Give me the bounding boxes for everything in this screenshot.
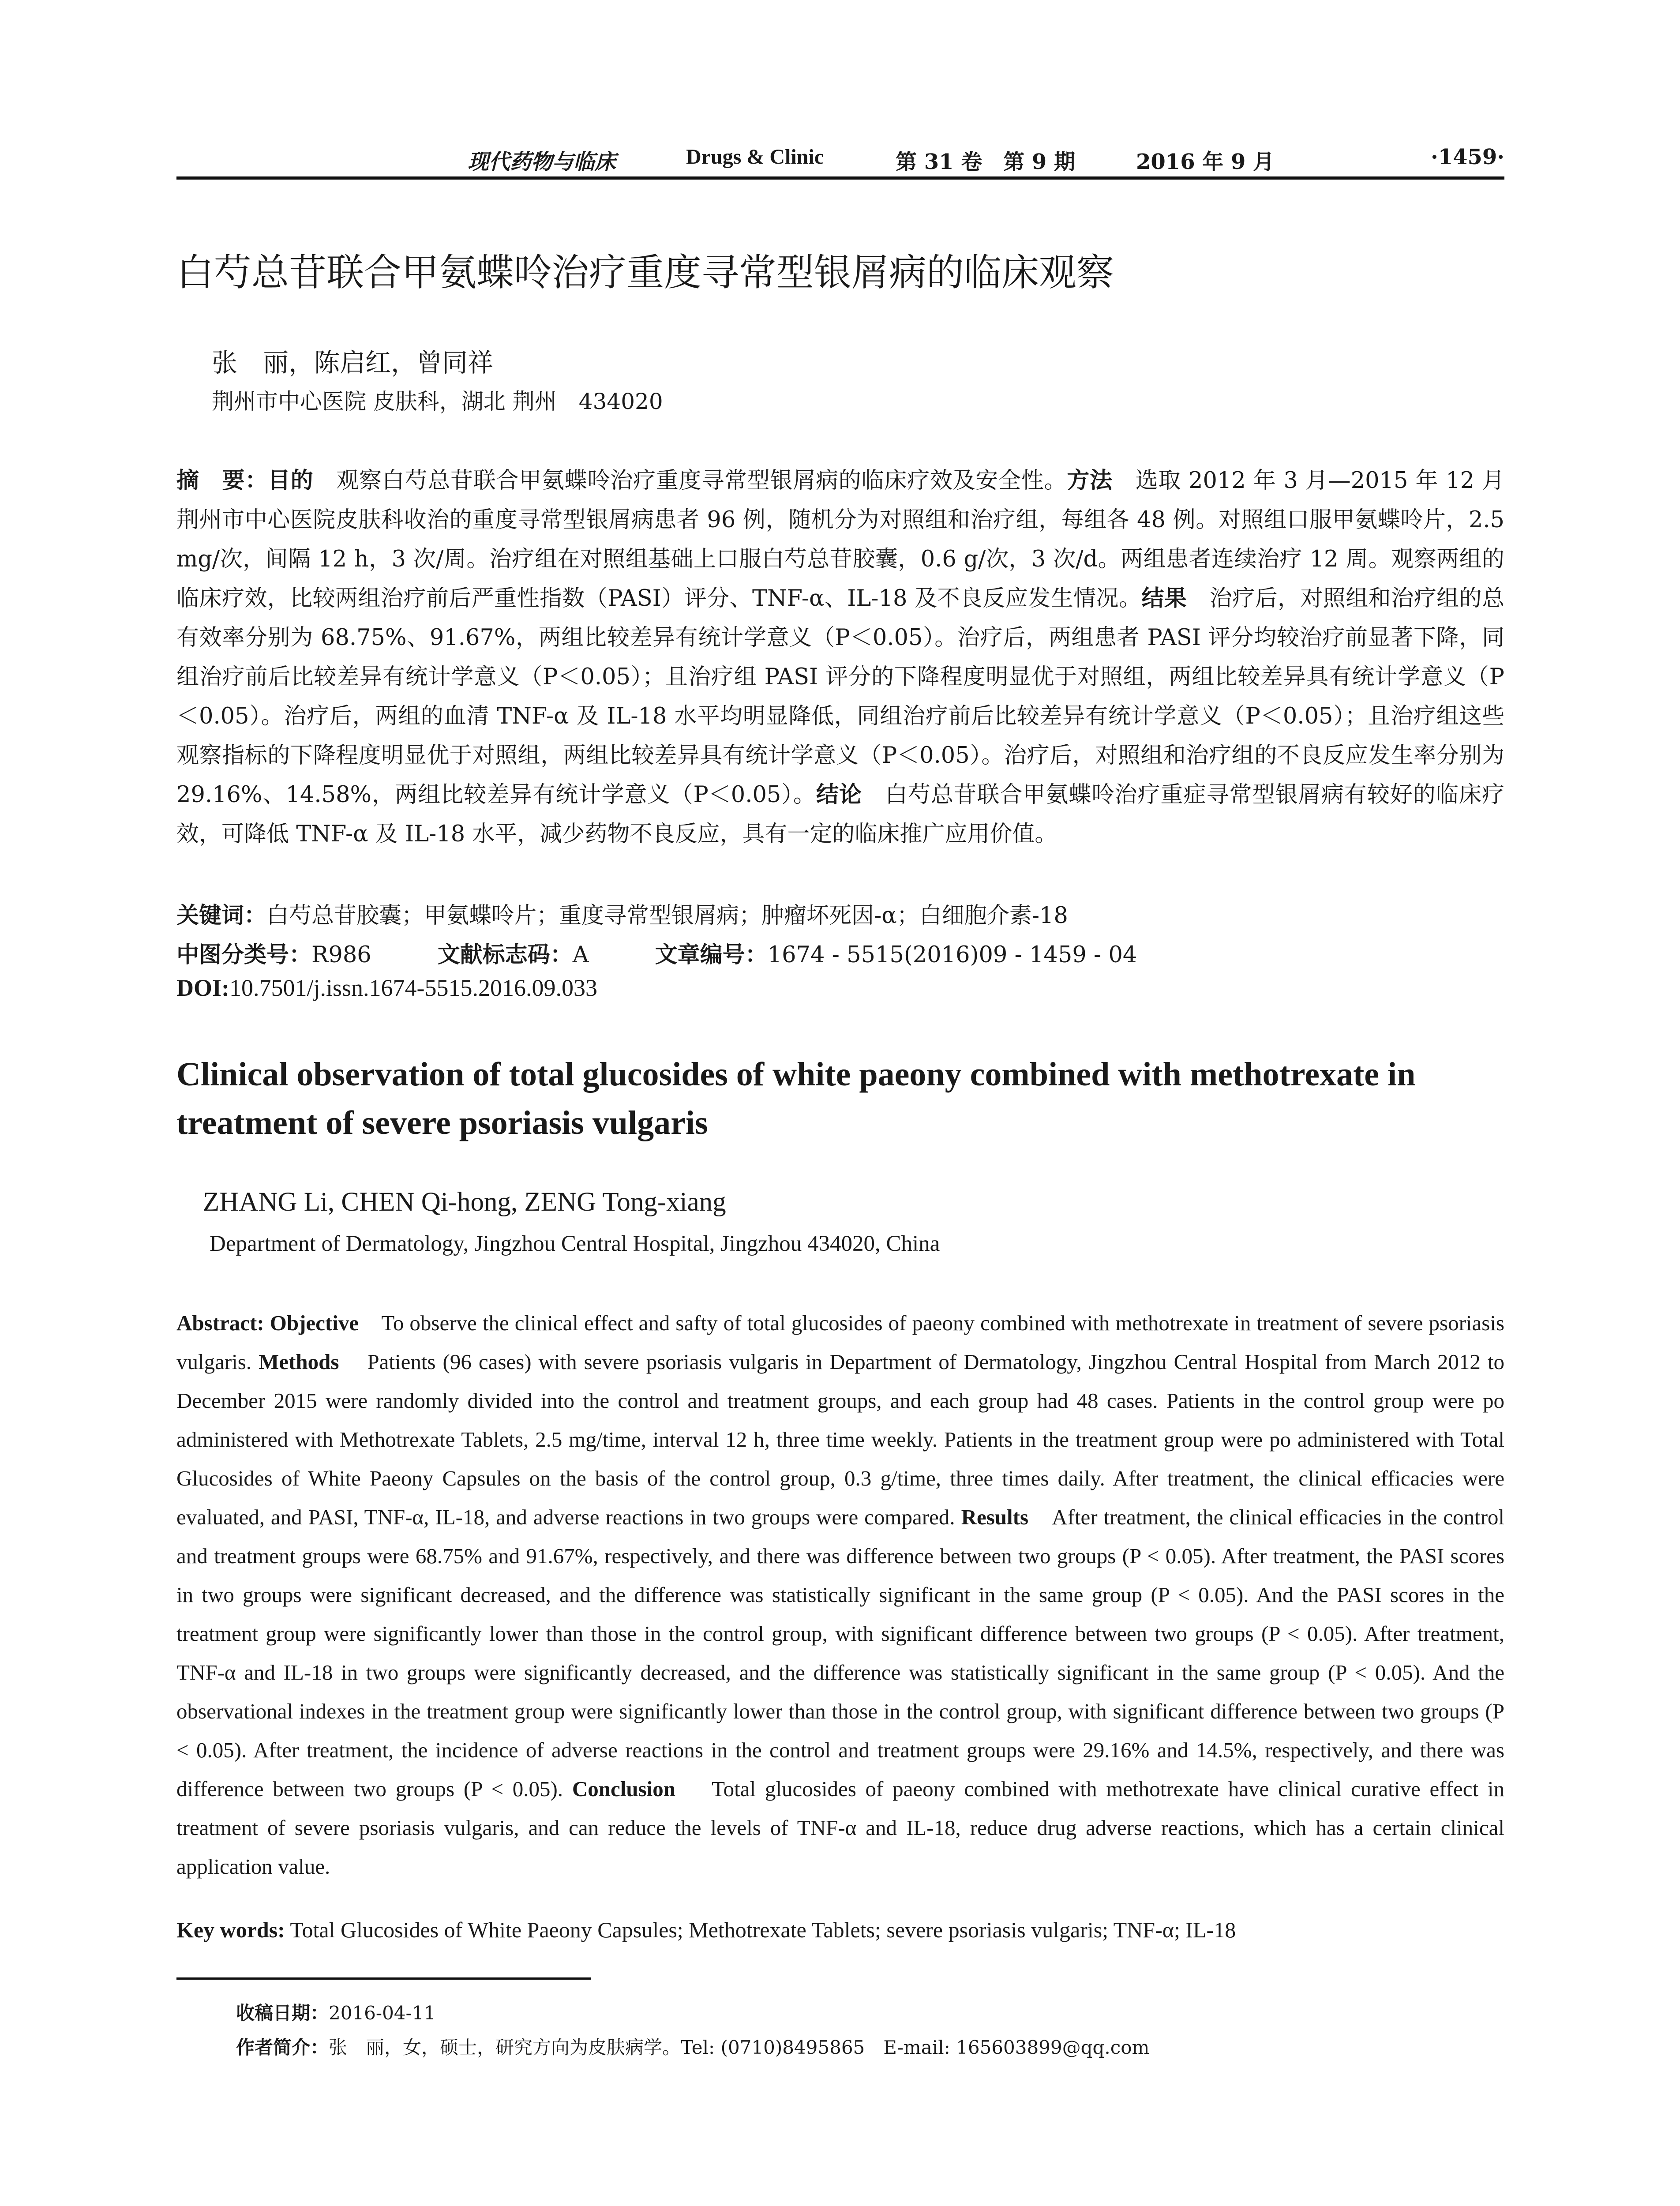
running-header [176, 140, 1504, 180]
footnote-received-date [236, 1999, 435, 2025]
doi-line [176, 974, 597, 1002]
paper-page [176, 0, 1504, 2206]
authors-en: ZHANG Li, CHEN Qi-hong, ZENG Tong-xiang [203, 1187, 726, 1217]
journal-name-cn: 现代药物与临床 [468, 150, 616, 174]
affiliation-en: Department of Dermatology, Jingzhou Central Hospital, Jingzhou 434020, China [210, 1231, 940, 1256]
results-text-en: After treatment, the clinical efficacies in the control and treatment groups were 68.75% and 91.67%, respectively, and there was difference between two groups (P < 0.05). After treatment, the PASI scores in two groups were significant decreased, and the difference was statistically significant in the same group (P < 0.05). And the PASI scores in the treatment group were significantly lower than those in the control group, with significant difference between two groups (P < 0.05). After treatment, TNF-α and IL-18 in two groups were significantly decreased, and the difference was statistically significant in the same group (P < 0.05). And the observational indexes in the treatment group were significantly lower than those in the control group, with significant difference between two groups (P < 0.05). After treatment, the incidence of adverse reactions in the control and treatment groups were 29.16% and 14.5%, respectively, and there was difference between two groups (P < 0.05). [176, 1505, 1505, 1801]
abstract-label-cn: 摘 要： [176, 468, 268, 494]
keywords-en [176, 1917, 1504, 1943]
abstract-en [176, 1304, 1504, 1886]
received-date-value: 2016-04-11 [329, 2002, 436, 2024]
results-label-cn: 结果 [1141, 585, 1187, 612]
classification-line [176, 936, 1137, 969]
methods-label-cn: 方法 [1067, 468, 1113, 494]
authors-cn: 张 丽，陈启红，曾同祥 [212, 348, 494, 378]
conclusion-text-en: Total glucosides of paeony combined with methotrexate have clinical curative effect in treatment of severe psoriasis vulgaris, and can reduce the levels of TNF-α and IL-18, reduce drug adverse reactions, which has a certain clinical application value. [176, 1777, 1504, 1879]
conclusion-text-cn: 白芍总苷联合甲氨蝶呤治疗重症寻常型银屑病有较好的临床疗效，可降低 TNF-α 及 IL-18 水平，减少药物不良反应，具有一定的临床推广应用价值。 [176, 782, 1504, 847]
footnote-author-bio [236, 2033, 1149, 2060]
article-title-cn: 白芍总苷联合甲氨蝶呤治疗重度寻常型银屑病的临床观察 [176, 251, 1114, 295]
results-label-en: Results [961, 1505, 1029, 1529]
methods-label-en: Methods [259, 1350, 339, 1374]
issue-date: 2016 年 9 月 [1136, 150, 1275, 174]
article-title-en: Clinical observation of total glucosides of white paeony combined with methotrexate in treatment of severe psoriasis vulgaris [176, 1056, 1416, 1141]
received-date-label: 收稿日期： [236, 2002, 329, 2024]
keywords-text-cn: 白芍总苷胶囊；甲氨蝶呤片；重度寻常型银屑病；肿瘤坏死因-α；白细胞介素-18 [266, 903, 1068, 929]
objective-text-en: To observe the clinical effect and safty of total glucosides of paeony combined with methotrexate in treatment of severe psoriasis vulgaris. [176, 1311, 1504, 1374]
conclusion-label-en: Conclusion [572, 1777, 676, 1801]
keywords-cn [176, 897, 1068, 930]
doi-label: DOI: [176, 975, 229, 1001]
keywords-label-en: Key words: [176, 1917, 285, 1942]
article-number-value: 1674 - 5515(2016)09 - 1459 - 04 [767, 942, 1137, 968]
methods-text-en: Patients (96 cases) with severe psoriasis vulgaris in Department of Dermatology, Jingzhou Central Hospital from March 2012 to December 2015 were randomly divided into the control and treatment groups, and each group had 48 cases. Patients in the control group were po administered with Methotrexate Tablets, 2.5 mg/time, interval 12 h, three time weekly. Patients in the treatment group were po administered with Total Glucosides of White Paeony Capsules on the basis of the control group, 0.3 g/time, three times daily. After treatment, the clinical efficacies were evaluated, and PASI, TNF-α, IL-18, and adverse reactions in two groups were compared. [176, 1350, 1505, 1529]
doc-code-label: 文献标志码： [437, 942, 573, 968]
class-number-value: R986 [311, 942, 371, 968]
class-number-label: 中图分类号： [176, 942, 312, 968]
objective-label-en: Objective [270, 1311, 359, 1335]
objective-text-cn: 观察白芍总苷联合甲氨蝶呤治疗重度寻常型银屑病的临床疗效及安全性。 [336, 468, 1067, 494]
doc-code-value: A [572, 942, 589, 968]
keywords-text-en: Total Glucosides of White Paeony Capsules; Methotrexate Tablets; severe psoriasis vulgaris; TNF-α; IL-18 [290, 1917, 1236, 1942]
journal-name-en: Drugs & Clinic [686, 145, 824, 169]
author-bio-label: 作者简介： [236, 2037, 329, 2058]
footnote-divider [176, 1977, 591, 1980]
author-bio-value: 张 丽，女，硕士，研究方向为皮肤病学。Tel: (0710)8495865 E-mail: 165603899@qq.com [329, 2037, 1150, 2058]
abstract-label-en: Abstract: [176, 1311, 264, 1335]
article-number-label: 文章编号： [655, 942, 768, 968]
affiliation-cn: 荆州市中心医院 皮肤科，湖北 荆州 434020 [212, 389, 663, 414]
keywords-label-cn: 关键词： [176, 903, 267, 929]
abstract-cn [176, 461, 1504, 854]
doi-value[interactable]: 10.7501/j.issn.1674-5515.2016.09.033 [229, 975, 598, 1001]
methods-text-cn: 选取 2012 年 3 月—2015 年 12 月荆州市中心医院皮肤科收治的重度寻常型银屑病患者 96 例，随机分为对照组和治疗组，每组各 48 例。对照组口服甲氨蝶呤片，2.5 mg/次，间隔 12 h，3 次/周。治疗组在对照组基础上口服白芍总苷胶囊，0.6 g/次，3 次/d。两组患者连续治疗 12 周。观察两组的临床疗效，比较两组治疗前后严重性指数（PASI）评分、TNF-α、IL-18 及不良反应发生情况。 [176, 468, 1505, 612]
objective-label-cn: 目的 [268, 468, 314, 494]
volume-issue: 第 31 卷 第 9 期 [896, 150, 1076, 174]
conclusion-label-cn: 结论 [816, 782, 862, 808]
page-number: ·1459· [1430, 145, 1504, 169]
results-text-cn: 治疗后，对照组和治疗组的总有效率分别为 68.75%、91.67%，两组比较差异有统计学意义（P＜0.05）。治疗后，两组患者 PASI 评分均较治疗前显著下降，同组治疗前后比较差异有统计学意义（P＜0.05）；且治疗组 PASI 评分的下降程度明显优于对照组，两组比较差异具有统计学意义（P＜0.05）。治疗后，两组的血清 TNF-α 及 IL-18 水平均明显降低，同组治疗前后比较差异有统计学意义（P＜0.05）；且治疗组这些观察指标的下降程度明显优于对照组，两组比较差异具有统计学意义（P＜0.05）。治疗后，对照组和治疗组的不良反应发生率分别为 29.16%、14.58%，两组比较差异有统计学意义（P＜0.05）。 [176, 585, 1504, 808]
